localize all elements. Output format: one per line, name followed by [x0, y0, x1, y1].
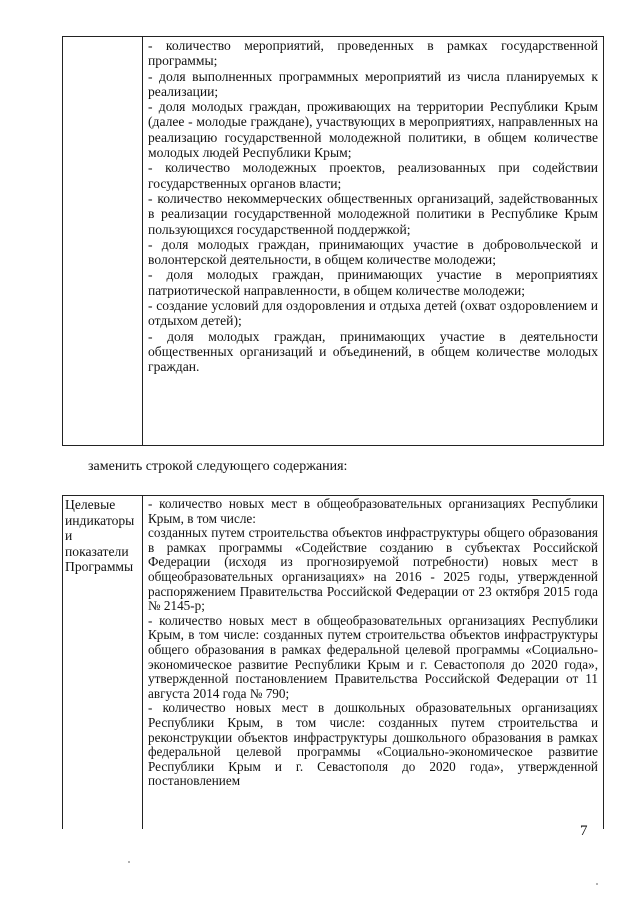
scan-speck — [596, 883, 598, 885]
indicator-item: - доля молодых граждан, принимающих участие в деятельности общественных организаций и объединений, в общем количестве молодых граждан. — [148, 328, 598, 375]
target-indicators-label: Целевые индикаторы и показатели Программы — [65, 497, 135, 574]
page-number: 7 — [580, 823, 588, 839]
indicator-item: - количество новых мест в общеобразовательных организациях Республики Крым, в том числе: — [148, 496, 598, 526]
indicator-item: - количество молодежных проектов, реализованных при содействии государственных органов власти; — [148, 160, 598, 191]
indicator-item: - количество мероприятий, проведенных в рамках государственной программы; — [148, 38, 598, 69]
indicator-item: - доля выполненных программных мероприятий из числа планируемых к реализации; — [148, 68, 598, 99]
indicator-item: - доля молодых граждан, принимающих участие в добровольческой и волонтерской деятельности, в общем количестве молодежи; — [148, 236, 598, 268]
scan-speck — [128, 861, 130, 863]
indicator-item: созданных путем строительства объектов инфраструктуры общего образования в рамках программы «Содействие созданию в субъектах Российской Федерации (исходя из прогнозируемой потребности) новых мест в общеобразовательных организациях» на 2016 - 2025 годы, утвержденной распоряжением Правительства Российской Федерации от 23 октября 2015 года № 2145-р; — [148, 525, 598, 614]
indicator-item: - создание условий для оздоровления и отдыха детей (охват оздоровлением и отдыхом детей); — [148, 298, 598, 329]
table1-left-cell — [63, 37, 143, 446]
table2-right-cell — [143, 496, 604, 830]
table2-left-cell — [63, 496, 143, 830]
table1-right-cell — [143, 37, 604, 446]
indicator-item: - доля молодых граждан, проживающих на территории Республики Крым (далее - молодые граждане), участвующих в мероприятиях, направленных на реализацию государственной молодежной политики, в общем количестве молодых людей Республики Крым; — [148, 99, 598, 161]
replacement-instruction: заменить строкой следующего содержания: — [88, 459, 348, 474]
new-indicators-table — [62, 495, 604, 829]
previous-indicators-table — [62, 36, 604, 446]
indicator-item: - количество некоммерческих общественных организаций, задействованных в реализации государственной молодежной политики в Республике Крым пользующихся государственной поддержкой; — [148, 190, 598, 237]
indicator-item: - доля молодых граждан, принимающих участие в мероприятиях патриотической направленности, в общем количестве молодежи; — [148, 267, 598, 298]
indicator-item: - количество новых мест в дошкольных образовательных организациях Республики Крым, в том числе: созданных путем строительства и реконструкции объектов инфраструктуры дошкольного образования в рамках федеральной целевой программы «Социально-экономическое развитие Республики Крым и г. Севастополя до 2020 года», утвержденной постановлением — [148, 700, 598, 789]
indicator-item: - количество новых мест в общеобразовательных организациях Республики Крым, в том числе: созданных путем строительства объектов инфраструктуры общего образования в рамках федеральной целевой программы «Социально-экономическое развитие Республики Крым и г. Севастополя до 2020 года», утвержденной постановлением Правительства Российской Федерации от 11 августа 2014 года № 790; — [148, 612, 598, 701]
